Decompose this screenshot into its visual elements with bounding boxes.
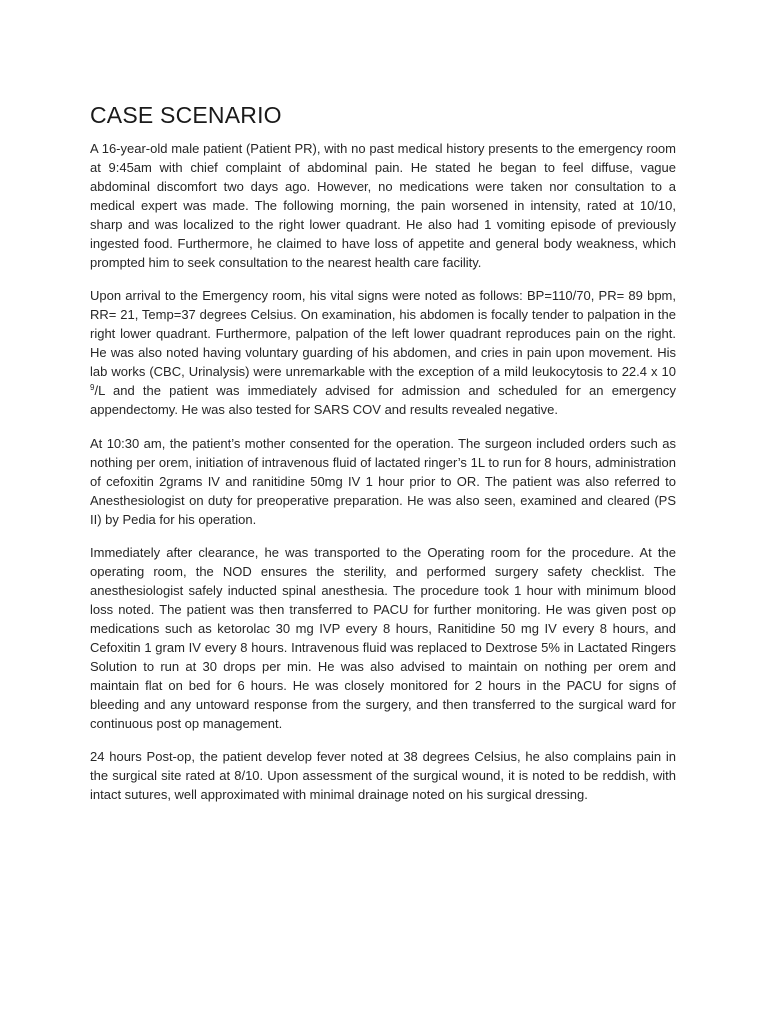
paragraph-er-assessment-continued: /L and the patient was immediately advised for admission and scheduled for an emergency appendectomy. He was also tested for SARS COV and results revealed negative. [90,383,676,417]
paragraph-presentation: A 16-year-old male patient (Patient PR), with no past medical history presents to the emergency room at 9:45am with chief complaint of abdominal pain. He stated he began to feel diffuse, vague abdominal discomfort two days ago. However, no medications were taken nor consultation to a medical expert was made. The following morning, the pain worsened in intensity, rated at 10/10, sharp and was localized to the right lower quadrant. He also had 1 vomiting episode of previously ingested food. Furthermore, he claimed to have loss of appetite and general body weakness, which prompted him to seek consultation to the nearest health care facility. [90,141,676,270]
paragraph-preoperative: At 10:30 am, the patient’s mother consented for the operation. The surgeon included orders such as nothing per orem, initiation of intravenous fluid of lactated ringer’s 1L to run for 8 hours, administration of cefoxitin 2grams IV and ranitidine 50mg IV 1 hour prior to OR. The patient was also referred to Anesthesiologist on duty for preoperative preparation. He was also seen, examined and cleared (PS II) by Pedia for his operation. [90,436,676,527]
paragraph-er-assessment [90,286,676,419]
document-title: CASE SCENARIO [90,102,282,128]
superscript-exponent: 9 [90,383,95,392]
paragraph-er-assessment-text: Upon arrival to the Emergency room, his vital signs were noted as follows: BP=110/70, PR= 89 bpm, RR= 21, Temp=37 degrees Celsius. On examination, his abdomen is focally tender to palpation in the right lower quadrant. Furthermore, palpation of the left lower quadrant reproduces pain on the right. He was also noted having voluntary guarding of his abdomen, and cries in pain upon movement. His lab works (CBC, Urinalysis) were unremarkable with the exception of a mild leukocytosis to 22.4 x 10 [90,288,676,379]
document-page [90,100,676,818]
paragraph-postoperative: 24 hours Post-op, the patient develop fever noted at 38 degrees Celsius, he also complains pain in the surgical site rated at 8/10. Upon assessment of the surgical wound, it is noted to be reddish, with intact sutures, well approximated with minimal drainage noted on his surgical dressing. [90,749,676,802]
paragraph-operative: Immediately after clearance, he was transported to the Operating room for the procedure. At the operating room, the NOD ensures the sterility, and performed surgery safety checklist. The anesthesiologist safely inducted spinal anesthesia. The procedure took 1 hour with minimum blood loss noted. The patient was then transferred to PACU for further monitoring. He was given post op medications such as ketorolac 30 mg IVP every 8 hours, Ranitidine 50 mg IV every 8 hours, and Cefoxitin 1 gram IV every 8 hours. Intravenous fluid was replaced to Dextrose 5% in Lactated Ringers Solution to run at 30 drops per min. He was also advised to maintain on nothing per orem and maintain flat on bed for 6 hours. He was closely monitored for 2 hours in the PACU for signs of bleeding and any untoward response from the surgery, and then transferred to the surgical ward for continuous post op management. [90,545,676,731]
